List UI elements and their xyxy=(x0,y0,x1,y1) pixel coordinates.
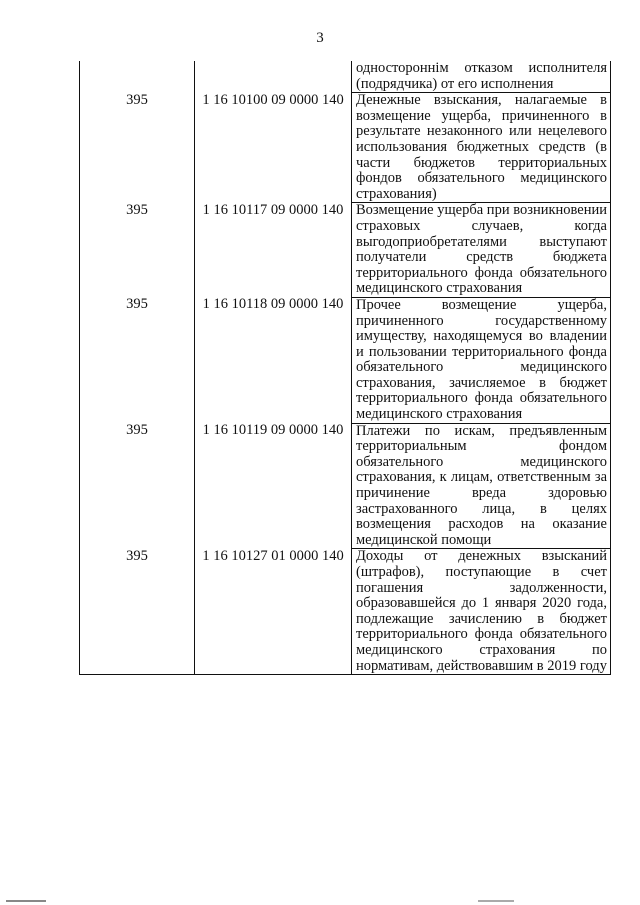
admin-code-cell xyxy=(80,93,195,203)
description-text: Доходы от денежных взысканий (штрафов), поступающие в счет погашения задолженности, образовавшейся до 1 января 2020 года, подлежащие зачислению в бюджет территориального фонда обязательного медицинского страхования по нормативам, действовавшим в 2019 году xyxy=(356,548,607,674)
admin-code-cell xyxy=(80,423,195,549)
budget-code-text: 1 16 10100 09 0000 140 xyxy=(202,91,344,108)
admin-code-text: 395 xyxy=(126,91,148,108)
budget-code-cell xyxy=(195,423,352,549)
budget-code-cell xyxy=(195,203,352,298)
description-text: Платежи по искам, предъявленным территориальным фондом обязательного медицинского страхования, к лицам, ответственным за причинение вреда здоровью застрахованного лица, в целях возмещения расходов на оказание медицинской помощи xyxy=(356,422,607,548)
budget-code-cell xyxy=(195,93,352,203)
admin-code-text: 395 xyxy=(126,547,148,564)
description-text: Возмещение ущерба при возникновении страховых случаев, когда выгодоприобретателями выступают получатели средств бюджета территориального фонда обязательного медицинского страхования xyxy=(356,202,607,297)
budget-code-text: 1 16 10118 09 0000 140 xyxy=(202,296,344,313)
admin-code-text: 395 xyxy=(126,296,148,313)
description-cell xyxy=(352,93,611,203)
description-cell xyxy=(352,549,611,675)
admin-code-cell xyxy=(80,203,195,298)
admin-code-text: 395 xyxy=(126,422,148,439)
budget-code-cell xyxy=(195,61,352,93)
budget-code-cell xyxy=(195,297,352,423)
admin-code-text: 395 xyxy=(126,201,148,218)
admin-code-cell xyxy=(80,297,195,423)
table-row xyxy=(80,93,611,203)
admin-code-cell xyxy=(80,61,195,93)
table-row xyxy=(80,203,611,298)
budget-code-text: 1 16 10119 09 0000 140 xyxy=(202,422,344,439)
table-row xyxy=(80,297,611,423)
budget-code-cell xyxy=(195,549,352,675)
description-cell xyxy=(352,61,611,93)
table-row xyxy=(80,549,611,675)
description-text: одностороннім отказом исполнителя (подрядчика) от его исполнения xyxy=(356,60,607,92)
table-row-continuation xyxy=(80,61,611,93)
admin-code-cell xyxy=(80,549,195,675)
description-text: Денежные взыскания, налагаемые в возмещение ущерба, причиненного в результате незаконного или нецелевого использования бюджетных средств (в части бюджетов территориальных фондов обязательного медицинского страхования) xyxy=(356,92,607,202)
description-cell xyxy=(352,423,611,549)
description-cell xyxy=(352,297,611,423)
scan-artifact xyxy=(6,900,46,902)
budget-code-text: 1 16 10117 09 0000 140 xyxy=(202,201,344,218)
description-cell xyxy=(352,203,611,298)
description-text: Прочее возмещение ущерба, причиненного государственному имуществу, находящемуся во владении и пользовании территориального фонда обязательного медицинского страхования, зачисляемое в бюджет территориального фонда обязательного медицинского страхования xyxy=(356,296,607,423)
table-row xyxy=(80,423,611,549)
scan-artifact xyxy=(478,900,514,902)
budget-code-text: 1 16 10127 01 0000 140 xyxy=(202,547,344,564)
revenue-codes-table xyxy=(79,61,611,675)
page-number: 3 xyxy=(316,30,324,46)
